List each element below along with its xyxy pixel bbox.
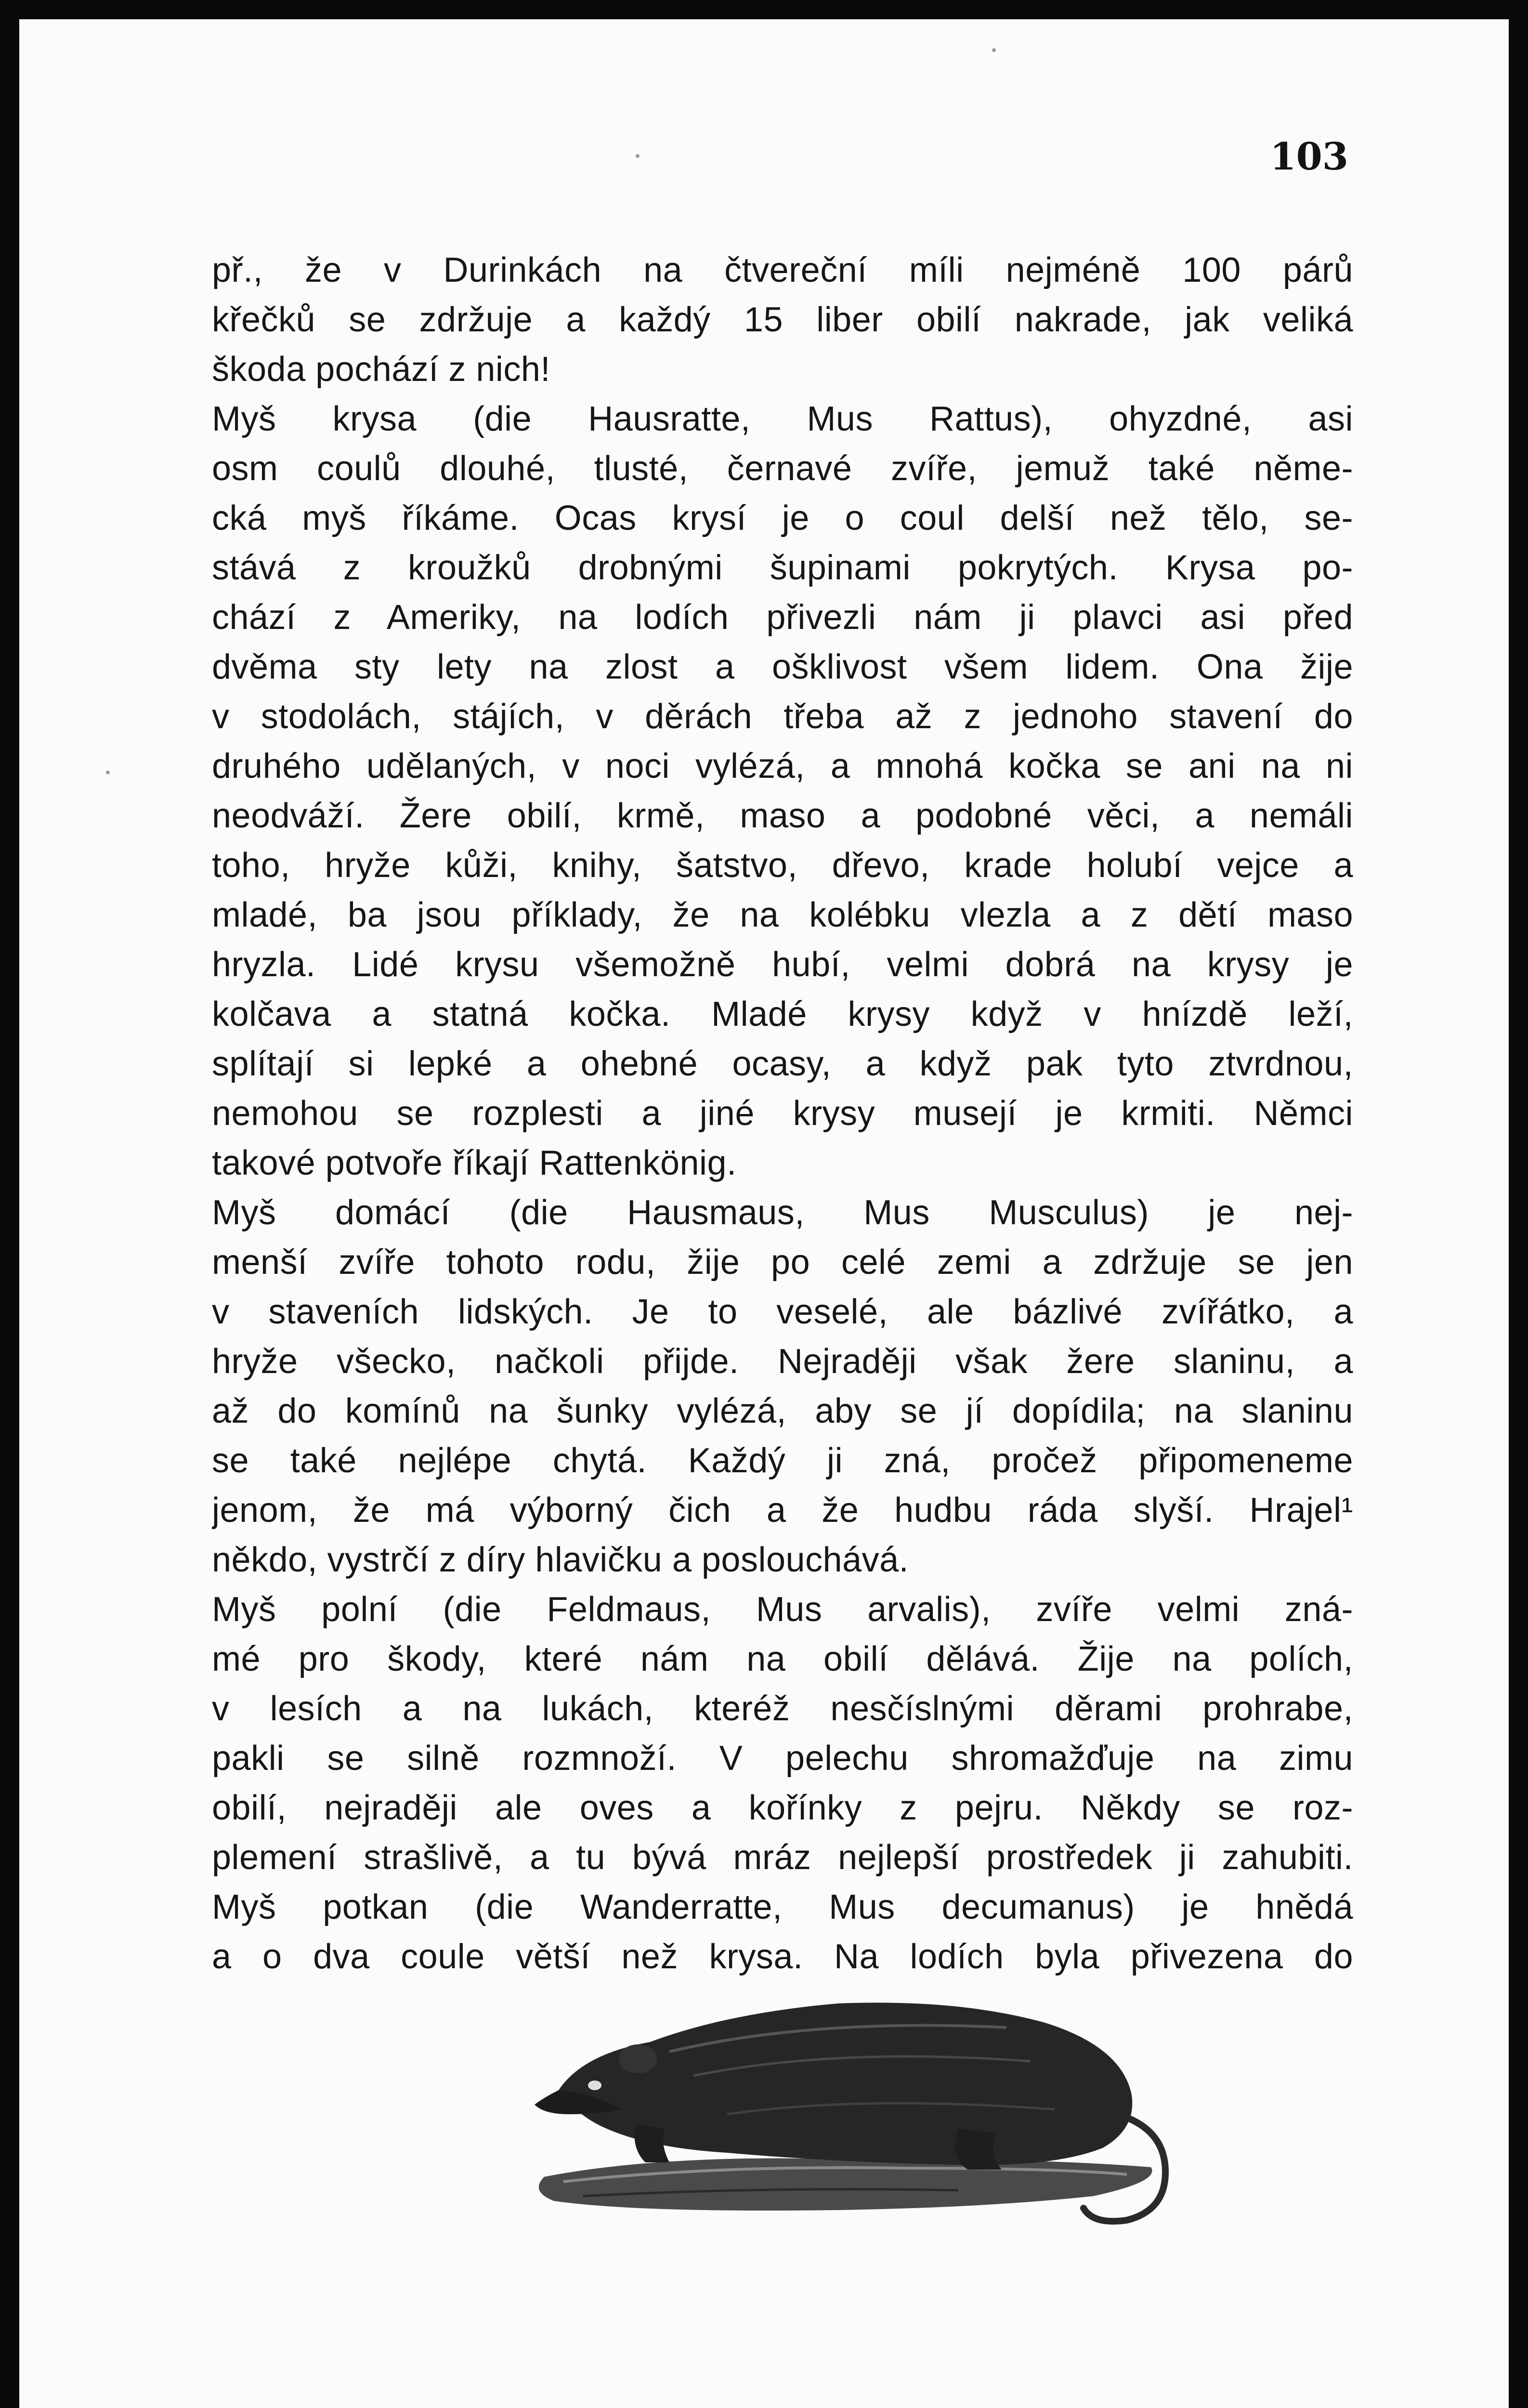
- text-line: osm coulů dlouhé, tlusté, černavé zvíře, jemuž také něme-: [212, 449, 1353, 488]
- rat-ear: [619, 2044, 657, 2073]
- body-text: [212, 246, 1353, 1982]
- text-line: se také nejlépe chytá. Každý ji zná, pročež připomeneme: [212, 1441, 1353, 1480]
- book-page: [19, 19, 1509, 2408]
- text-line: plemení strašlivě, a tu bývá mráz nejlepší prostředek ji zahubiti.: [212, 1838, 1353, 1877]
- text-line: hryzla. Lidé krysu všemožně hubí, velmi dobrá na krysy je: [212, 945, 1353, 984]
- text-line: hryže všecko, načkoli přijde. Nejraději však žere slaninu, a: [212, 1342, 1353, 1381]
- text-line: v staveních lidských. Je to veselé, ale bázlivé zvířátko, a: [212, 1293, 1353, 1331]
- text-line: stává z kroužků drobnými šupinami pokrytých. Krysa po-: [212, 549, 1353, 587]
- text-line: druhého udělaných, v noci vylézá, a mnohá kočka se ani na ni: [212, 747, 1353, 785]
- text-line: a o dva coule větší než krysa. Na lodích byla přivezena do: [212, 1937, 1353, 1976]
- text-line: př., že v Durinkách na čtvereční míli nejméně 100 párů: [212, 251, 1353, 289]
- page-speck: [106, 771, 110, 774]
- text-line: Myš polní (die Feldmaus, Mus arvalis), zvíře velmi zná-: [212, 1590, 1353, 1629]
- text-line: menší zvíře tohoto rodu, žije po celé zemi a zdržuje se jen: [212, 1243, 1353, 1282]
- text-line: mladé, ba jsou příklady, že na kolébku vlezla a z dětí maso: [212, 896, 1353, 934]
- text-line: Myš krysa (die Hausratte, Mus Rattus), ohyzdné, asi: [212, 400, 1353, 438]
- text-line: škoda pochází z nich!: [212, 350, 550, 389]
- text-line: v lesích a na lukách, kteréž nesčíslnými děrami prohrabe,: [212, 1689, 1353, 1728]
- rat-eye: [588, 2081, 601, 2090]
- text-line: v stodolách, stájích, v děrách třeba až z jednoho stavení do: [212, 697, 1353, 736]
- page-speck: [992, 48, 996, 52]
- rat-illustration: [525, 1970, 1295, 2239]
- text-line: pakli se silně rozmnoží. V pelechu shromažďuje na zimu: [212, 1739, 1353, 1778]
- page-speck: [636, 154, 640, 158]
- text-line: toho, hryže kůži, knihy, šatstvo, dřevo, krade holubí vejce a: [212, 846, 1353, 885]
- text-line: cká myš říkáme. Ocas krysí je o coul delší než tělo, se-: [212, 499, 1353, 537]
- text-line: takové potvoře říkají Rattenkönig.: [212, 1144, 737, 1182]
- text-line: chází z Ameriky, na lodích přivezli nám ji plavci asi před: [212, 598, 1353, 637]
- text-line: neodváží. Žere obilí, krmě, maso a podobné věci, a nemáli: [212, 797, 1353, 835]
- ground-slab: [539, 2159, 1152, 2211]
- text-line: mé pro škody, které nám na obilí dělává. Žije na polích,: [212, 1640, 1353, 1678]
- text-line: až do komínů na šunky vylézá, aby se jí dopídila; na slaninu: [212, 1392, 1353, 1430]
- text-line: dvěma sty lety na zlost a ošklivost všem lidem. Ona žije: [212, 648, 1353, 686]
- page-number: 103: [1270, 135, 1348, 179]
- text-line: nemohou se rozplesti a jiné krysy musejí je krmiti. Němci: [212, 1094, 1353, 1133]
- text-line: obilí, nejraději ale oves a kořínky z pejru. Někdy se roz-: [212, 1789, 1353, 1827]
- text-line: někdo, vystrčí z díry hlavičku a poslouchává.: [212, 1541, 909, 1579]
- text-line: splítají si lepké a ohebné ocasy, a když pak tyto ztvrdnou,: [212, 1045, 1353, 1083]
- text-line: Myš domácí (die Hausmaus, Mus Musculus) je nej-: [212, 1193, 1353, 1232]
- text-line: jenom, že má výborný čich a že hudbu ráda slyší. Hrajel¹: [212, 1491, 1353, 1530]
- text-line: křečků se zdržuje a každý 15 liber obilí nakrade, jak veliká: [212, 301, 1353, 339]
- text-line: kolčava a statná kočka. Mladé krysy když v hnízdě leží,: [212, 995, 1353, 1034]
- text-line: Myš potkan (die Wanderratte, Mus decumanus) je hnědá: [212, 1888, 1353, 1926]
